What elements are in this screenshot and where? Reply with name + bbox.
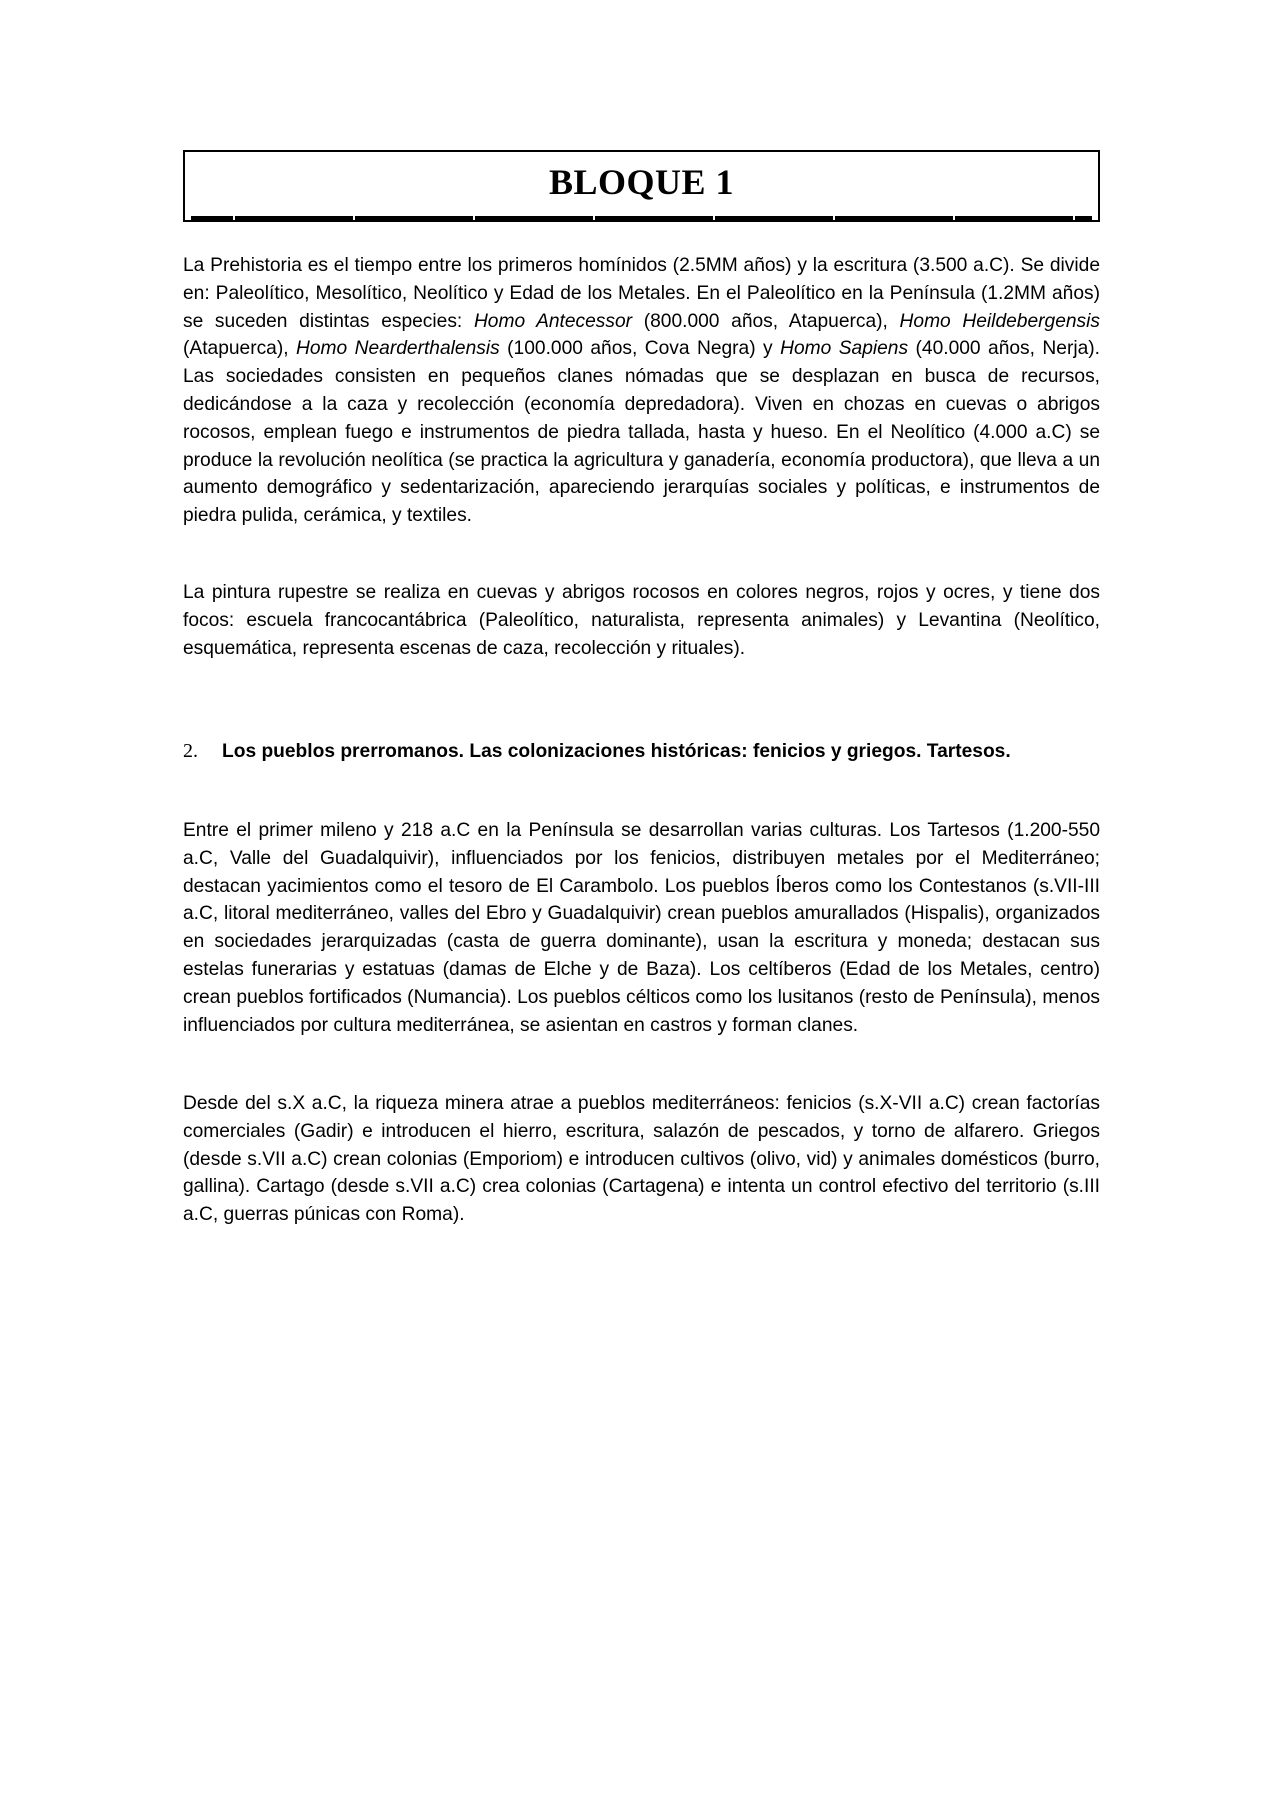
section-number: 2.: [183, 740, 198, 762]
text-run: (800.000 años, Atapuerca),: [632, 310, 900, 332]
text-run: La Prehistoria es el tiempo entre los primeros homínidos (2.5MM años) y la escritura (3.500 a.C). Se divide en: Paleolítico, Mesolítico, Neolítico y Edad de los Metales. En el Paleolítico en la Península (1.2MM años) se suceden distintas especies:: [183, 255, 1100, 332]
paragraph-pueblos-prerromanos: Entre el primer mileno y 218 a.C en la Península se desarrollan varias culturas. Los Tartesos (1.200-550 a.C, Valle del Guadalquivir), influenciados por los fenicios, distribuyen metales por el Mediterráneo; destacan yacimientos como el tesoro de El Carambolo. Los pueblos Íberos como los Contestanos (s.VII-III a.C, litoral mediterráneo, valles del Ebro y Guadalquivir) crean pueblos amurallados (Hispalis), organizados en sociedades jerarquizadas (casta de guerra dominante), usan la escritura y moneda; destacan sus estelas funerarias y estatuas (damas de Elche y de Baza). Los celtíberos (Edad de los Metales, centro) crean pueblos fortificados (Numancia). Los pueblos célticos como los lusitanos (resto de Península), menos influenciados por cultura mediterránea, se asientan en castros y forman clanes.: [183, 820, 1100, 1036]
species-name: Homo Antecessor: [473, 310, 633, 332]
species-name: Homo Heildebergensis: [899, 310, 1100, 332]
species-name: Homo Nearderthalensis: [296, 338, 500, 360]
section-heading-text: Los pueblos prerromanos. Las colonizaciones históricas: fenicios y griegos. Tartesos.: [222, 741, 1011, 762]
text-run: (40.000 años, Nerja). Las sociedades consisten en pequeños clanes nómadas que se desplazan en busca de recursos, dedicándose a la caza y recolección (economía depredadora). Viven en chozas en cuevas o abrigos rocosos, emplean fuego e instrumentos de piedra tallada, hasta y hueso. En el Neolítico (4.000 a.C) se produce la revolución neolítica (se practica la agricultura y ganadería, economía productora), que lleva a un aumento demográfico y sedentarización, apareciendo jerarquías sociales y políticas, e instrumentos de piedra pulida, cerámica, y textiles.: [183, 338, 1100, 527]
cropped-subtitle-line: [191, 216, 1092, 220]
paragraph-pintura-rupestre: La pintura rupestre se realiza en cuevas y abrigos rocosos en colores negros, rojos y ocres, y tiene dos focos: escuela francocantábrica (Paleolítico, naturalista, representa animales) y Levantina (Neolítico, esquemática, representa escenas de caza, recolección y rituales).: [183, 582, 1100, 659]
text-run: (Atapuerca),: [183, 338, 297, 360]
title-box: [183, 150, 1100, 222]
paragraph-colonizaciones: Desde del s.X a.C, la riqueza minera atrae a pueblos mediterráneos: fenicios (s.X-VII a.C) crean factorías comerciales (Gadir) e introducen el hierro, escritura, salazón de pescados, y torno de alfarero. Griegos (desde s.VII a.C) crean colonias (Emporiom) e introducen cultivos (olivo, vid) y animales domésticos (burro, gallina). Cartago (desde s.VII a.C) crea colonias (Cartagena) e intenta un control efectivo del territorio (s.III a.C, guerras púnicas con Roma).: [183, 1093, 1100, 1226]
section-heading: [183, 738, 1100, 766]
paragraph-prehistoria: [183, 252, 1100, 530]
species-name: Homo Sapiens: [780, 338, 909, 360]
text-run: (100.000 años, Cova Negra) y: [499, 338, 781, 360]
page-title: BLOQUE 1: [548, 162, 735, 202]
